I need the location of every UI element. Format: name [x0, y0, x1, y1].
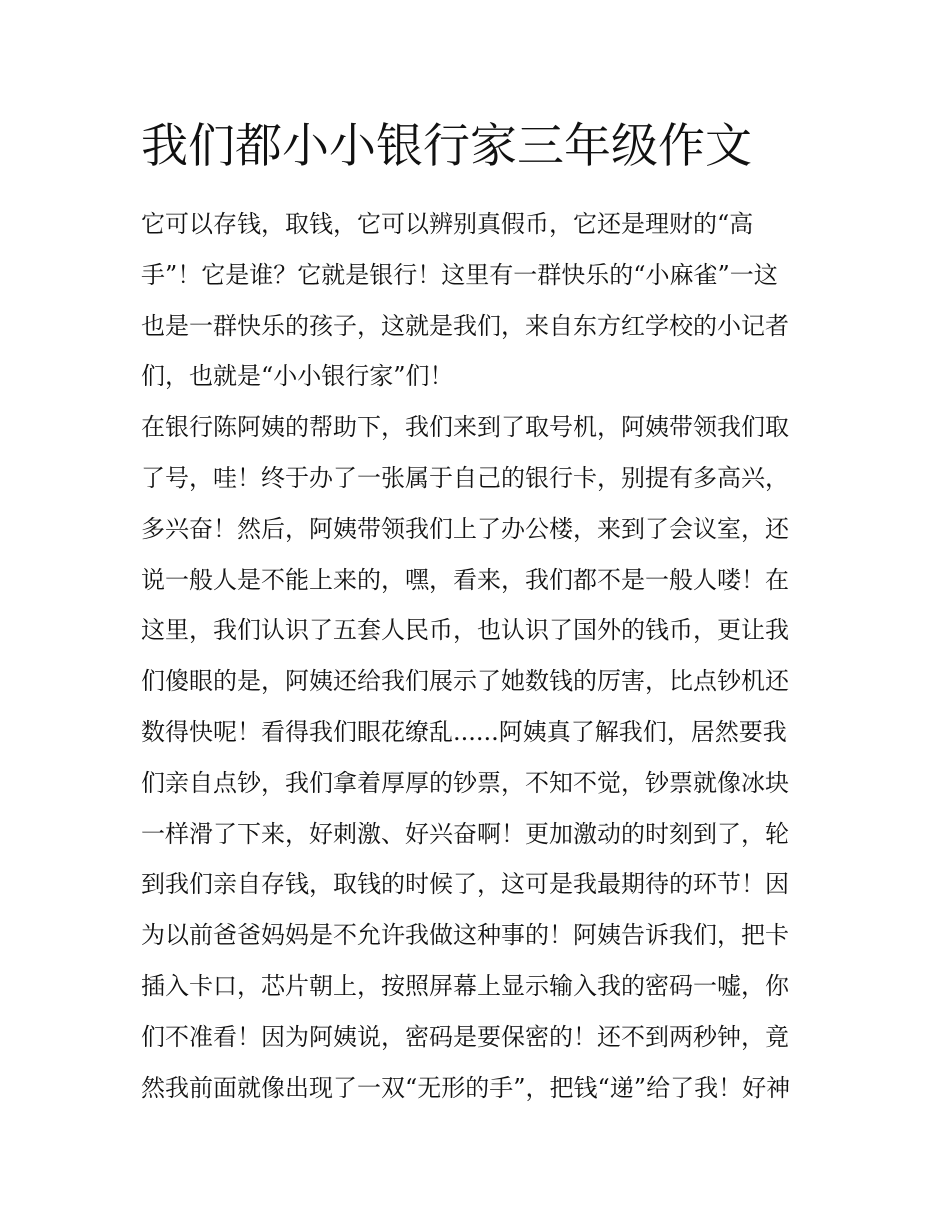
- text-line: 为以前爸爸妈妈是不允许我做这种事的！阿姨告诉我们，把卡: [141, 921, 789, 950]
- text-line: 这里，我们认识了五套人民币，也认识了国外的钱币，更让我: [141, 616, 789, 645]
- text-line: 到我们亲自存钱，取钱的时候了，这可是我最期待的环节！因: [141, 870, 789, 899]
- text-line: 也是一群快乐的孩子，这就是我们，来自东方红学校的小记者: [141, 311, 789, 340]
- text-line: 然我前面就像出现了一双“无形的手”，把钱“递”给了我！好神: [141, 1073, 791, 1102]
- text-line: 了号，哇！终于办了一张属于自己的银行卡，别提有多高兴，: [141, 463, 789, 492]
- text-line: 在银行陈阿姨的帮助下，我们来到了取号机，阿姨带领我们取: [141, 413, 789, 442]
- essay-body: [141, 199, 831, 1113]
- text-line: 们亲自点钞，我们拿着厚厚的钞票，不知不觉，钞票就像冰块: [141, 768, 789, 797]
- text-line: 说一般人是不能上来的，嘿，看来，我们都不是一般人喽！在: [141, 565, 789, 594]
- text-line: 们，也就是“小小银行家”们！: [141, 362, 454, 391]
- text-line: 多兴奋！然后，阿姨带领我们上了办公楼，来到了会议室，还: [141, 514, 789, 543]
- text-line: 数得快呢！看得我们眼花缭乱......阿姨真了解我们，居然要我: [141, 717, 787, 746]
- text-line: 插入卡口，芯片朝上，按照屏幕上显示输入我的密码一嘘，你: [141, 971, 789, 1000]
- text-line: 们傻眼的是，阿姨还给我们展示了她数钱的厉害，比点钞机还: [141, 667, 789, 696]
- text-line: 一样滑了下来，好刺激、好兴奋啊！更加激动的时刻到了，轮: [141, 819, 789, 848]
- text-line: 它可以存钱，取钱，它可以辨别真假币，它还是理财的“高: [141, 210, 754, 238]
- text-line: 手”！它是谁？它就是银行！这里有一群快乐的“小麻雀”一这: [141, 260, 778, 289]
- text-line: 们不准看！因为阿姨说，密码是要保密的！还不到两秒钟，竟: [141, 1022, 789, 1051]
- document-title: 我们都小小银行家三年级作文: [141, 119, 752, 174]
